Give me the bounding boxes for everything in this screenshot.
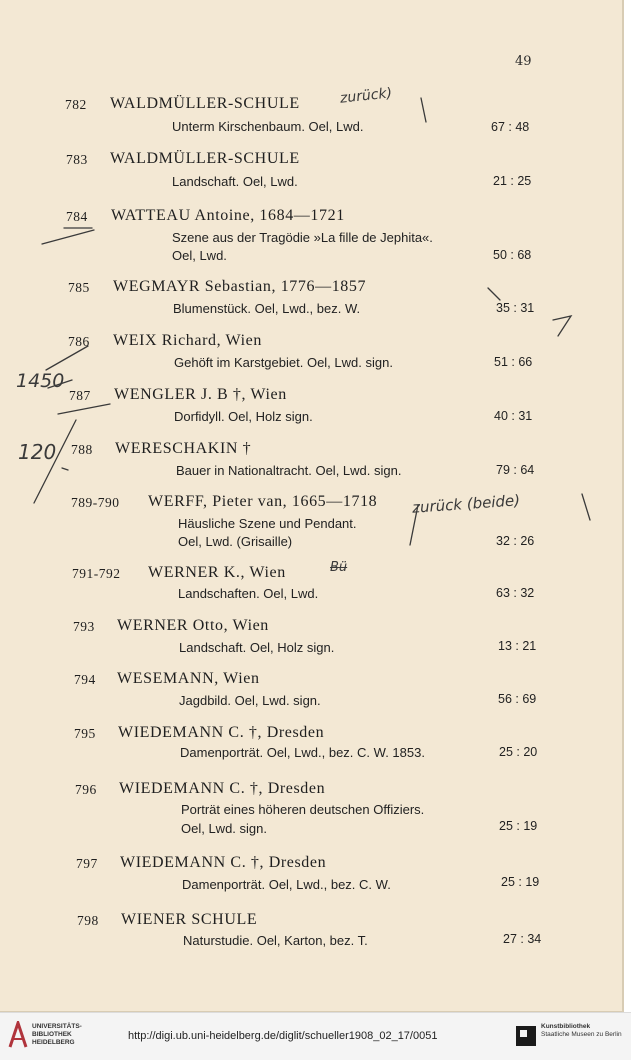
lot-number: 782	[65, 97, 87, 112]
entry-description: Gehöft im Karstgebiet. Oel, Lwd. sign.	[174, 355, 393, 370]
entry-description: Blumenstück. Oel, Lwd., bez. W.	[173, 301, 361, 316]
right-institution-title: Kunstbibliothek	[541, 1023, 591, 1030]
lot-number: 786	[68, 334, 90, 349]
lot-number: 794	[74, 672, 96, 687]
artist-name: WIEDEMANN C. †, Dresden	[118, 724, 325, 741]
entry-dimensions: 79 : 64	[496, 463, 535, 477]
viewer-footer	[0, 1012, 631, 1060]
entry-description: Landschaft. Oel, Lwd.	[172, 174, 298, 189]
entry-dimensions: 25 : 19	[499, 819, 538, 833]
entry-description: Damenporträt. Oel, Lwd., bez. C. W.	[182, 877, 391, 892]
entry-dimensions: 40 : 31	[494, 409, 533, 423]
handwritten-note: Bü	[330, 560, 348, 575]
left-institution-name: UNIVERSITÄTS-BIBLIOTHEK HEIDELBERG	[32, 1023, 82, 1046]
lot-number: 784	[66, 209, 88, 224]
artist-name: WIEDEMANN C. †, Dresden	[119, 780, 326, 797]
lot-number: 783	[66, 152, 88, 167]
artist-name: WEIX Richard, Wien	[113, 332, 262, 349]
right-institution-subtitle: Staatliche Museen zu Berlin	[541, 1031, 622, 1038]
handwritten-note: zurück)	[339, 85, 393, 107]
entry-dimensions: 13 : 21	[498, 639, 537, 653]
artist-name: WESEMANN, Wien	[117, 670, 260, 687]
lot-number: 793	[73, 619, 95, 634]
entry-description: Bauer in Nationaltracht. Oel, Lwd. sign.	[176, 463, 402, 478]
entry-dimensions: 50 : 68	[493, 248, 532, 262]
entry-description: Porträt eines höheren deutschen Offiziers.	[181, 802, 425, 817]
entry-dimensions: 35 : 31	[496, 301, 535, 315]
entry-description: Oel, Lwd.	[172, 248, 227, 263]
entry-description: Oel, Lwd. sign.	[181, 821, 267, 836]
pencil-stroke	[42, 230, 94, 244]
artist-name: WALDMÜLLER-SCHULE	[110, 150, 300, 167]
pencil-stroke	[488, 288, 500, 300]
artist-name: WENGLER J. B †, Wien	[114, 386, 287, 403]
entry-description: Dorfidyll. Oel, Holz sign.	[174, 409, 313, 424]
artist-name: WERNER K., Wien	[148, 564, 286, 581]
lot-number: 787	[69, 388, 91, 403]
entry-description: Naturstudie. Oel, Karton, bez. T.	[183, 933, 368, 948]
entry-dimensions: 27 : 34	[503, 932, 542, 946]
entry-description: Szene aus der Tragödie »La fille de Jephita«.	[172, 230, 433, 245]
handwritten-note: 1450	[16, 370, 65, 392]
entry-dimensions: 25 : 19	[501, 875, 540, 889]
pencil-stroke	[582, 494, 590, 520]
handwritten-note: zurück (beide)	[411, 491, 521, 517]
pencil-stroke	[34, 420, 76, 503]
artist-name: WALDMÜLLER-SCHULE	[110, 95, 300, 112]
page-number: 49	[515, 54, 532, 69]
lot-number: 795	[74, 726, 96, 741]
lot-number: 788	[71, 442, 93, 457]
entry-description: Oel, Lwd. (Grisaille)	[178, 534, 293, 549]
lot-number: 789-790	[71, 495, 120, 510]
lot-number: 797	[76, 856, 98, 871]
entry-description: Jagdbild. Oel, Lwd. sign.	[179, 693, 321, 708]
entry-dimensions: 63 : 32	[496, 586, 535, 600]
entry-description: Häusliche Szene und Pendant.	[178, 516, 357, 531]
artist-name: WIEDEMANN C. †, Dresden	[120, 854, 327, 871]
artist-name: WIENER SCHULE	[121, 911, 258, 928]
artist-name: WERESCHAKIN †	[115, 440, 252, 457]
lot-number: 785	[68, 280, 90, 295]
pencil-stroke	[62, 468, 68, 470]
artist-name: WEGMAYR Sebastian, 1776—1857	[113, 278, 367, 295]
lot-number: 796	[75, 782, 97, 797]
entry-description: Unterm Kirschenbaum. Oel, Lwd.	[172, 119, 364, 134]
entry-description: Landschaft. Oel, Holz sign.	[179, 640, 335, 655]
lot-number: 798	[77, 913, 99, 928]
entry-dimensions: 56 : 69	[498, 692, 537, 706]
university-library-logo-icon	[8, 1021, 28, 1049]
entry-description: Landschaften. Oel, Lwd.	[178, 586, 319, 601]
entry-dimensions: 67 : 48	[491, 120, 530, 134]
pencil-stroke	[46, 346, 88, 370]
pencil-stroke	[553, 316, 571, 336]
pencil-stroke	[410, 505, 418, 545]
entry-dimensions: 32 : 26	[496, 534, 535, 548]
entry-dimensions: 21 : 25	[493, 174, 532, 188]
artist-name: WERFF, Pieter van, 1665—1718	[148, 493, 378, 510]
pencil-stroke	[48, 380, 72, 388]
pencil-stroke	[421, 98, 426, 122]
lot-number: 791-792	[72, 566, 121, 581]
entry-description: Damenporträt. Oel, Lwd., bez. C. W. 1853.	[180, 745, 425, 760]
permalink-url[interactable]: http://digi.ub.uni-heidelberg.de/diglit/schueller1908_02_17/0051	[128, 1030, 438, 1042]
handwritten-note: 120	[18, 440, 57, 464]
entry-dimensions: 51 : 66	[494, 355, 533, 369]
right-institution-name	[541, 1023, 631, 1039]
entry-dimensions: 25 : 20	[499, 745, 538, 759]
artist-name: WERNER Otto, Wien	[117, 617, 269, 634]
artist-name: WATTEAU Antoine, 1684—1721	[111, 207, 345, 224]
pencil-stroke	[58, 404, 110, 414]
kunstbibliothek-logo-icon	[515, 1025, 537, 1047]
